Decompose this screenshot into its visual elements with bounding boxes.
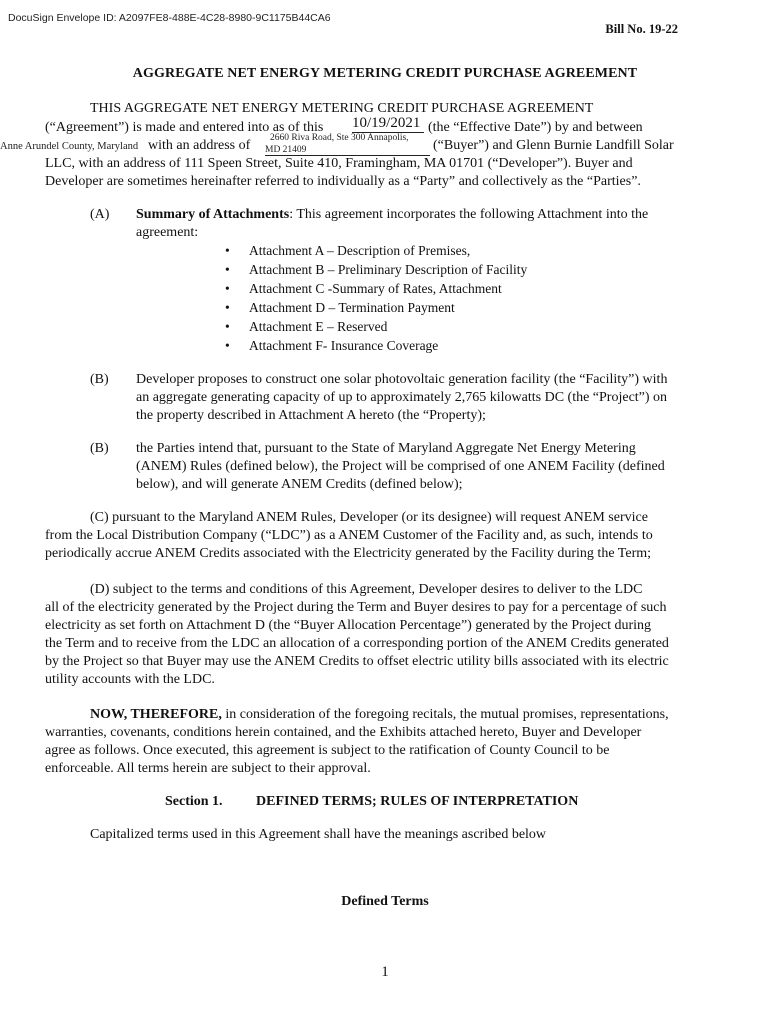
section-b1-line-2: an aggregate generating capacity of up to approximately 2,765 kilowatts DC (the “Project”) on [136,390,668,405]
defined-terms-heading: Defined Terms [341,894,429,909]
section-c-line-1: (C) pursuant to the Maryland ANEM Rules, Developer (or its designee) will request ANEM service [90,510,648,525]
section-c-line-3: periodically accrue ANEM Credits associated with the Electricity generated by the Facility during the Term; [45,546,652,561]
section-b1-label: (B) [90,372,109,387]
agreement-title: AGGREGATE NET ENERGY METERING CREDIT PURCHASE AGREEMENT [132,66,638,81]
attachment-list-item: • Attachment C -Summary of Rates, Attachment [225,281,502,296]
section-a-line-1-rest: : This agreement incorporates the following Attachment into the [289,207,649,222]
page-number: 1 [381,964,389,980]
section-c-line-2: from the Local Distribution Company (“LDC”) as a ANEM Customer of the Facility and, as such, intends to [45,528,653,543]
now-therefore-line-2: warranties, covenants, conditions herein contained, and the Exhibits attached hereto, Buyer and Developer [45,725,642,740]
intro-line-4: LLC, with an address of 111 Speen Street, Suite 410, Framingham, MA 01701 (“Developer”). Buyer and [45,156,633,171]
section-1-heading: DEFINED TERMS; RULES OF INTERPRETATION [256,794,579,809]
attachment-list-item: • Attachment E – Reserved [225,319,388,334]
now-therefore-line-3: agree as follows. Once executed, this agreement is subject to the ratification of County Council to be [45,743,610,758]
section-d-line-6: utility accounts with the LDC. [45,672,215,687]
section-b2-label: (B) [90,441,109,456]
section-b2-line-1: the Parties intend that, pursuant to the State of Maryland Aggregate Net Energy Metering [136,441,636,456]
buyer-name-field: Anne Arundel County, Maryland [0,141,139,152]
section-a-line-2: agreement: [136,225,199,240]
intro-line-3b: (“Buyer”) and Glenn Burnie Landfill Solar [433,138,674,153]
section-b2-line-3: below), and will generate ANEM Credits (defined below); [136,477,463,492]
intro-line-3a: with an address of [148,138,251,153]
section-d-line-4: the Term and to receive from the LDC an allocation of a corresponding portion of the ANEM Credits generated [45,636,669,651]
section-a-line-1 [136,206,648,224]
section-b1-line-1: Developer proposes to construct one solar photovoltaic generation facility (the “Facility”) with [136,372,668,387]
section-d-line-2: all of the electricity generated by the Project during the Term and Buyer desires to pay for a percentage of such [45,600,667,615]
section-1-text: Capitalized terms used in this Agreement shall have the meanings ascribed below [90,827,547,842]
attachment-list-item: • Attachment F- Insurance Coverage [225,338,439,353]
section-d-line-3: electricity as set forth on Attachment D (the “Buyer Allocation Percentage”) generated by the Project during [45,618,652,633]
bill-number: Bill No. 19-22 [605,22,678,36]
docusign-envelope-id: DocuSign Envelope ID: A2097FE8-488E-4C28-8980-9C1175B44CA6 [8,12,331,24]
section-d-line-5: by the Project so that Buyer may use the ANEM Credits to offset electric utility bills associated with its electric [45,654,669,669]
section-d-line-1: (D) subject to the terms and conditions of this Agreement, Developer desires to deliver to the LDC [90,582,643,597]
intro-line-5: Developer are sometimes hereinafter referred to individually as a “Party” and collectively as the “Parties”. [45,174,641,189]
section-b2-line-2: (ANEM) Rules (defined below), the Project will be comprised of one ANEM Facility (defined [136,459,665,474]
attachment-list-item: • Attachment D – Termination Payment [225,300,455,315]
now-therefore-lead: NOW, THEREFORE, [90,707,222,722]
intro-line-2b: (the “Effective Date”) by and between [428,120,643,135]
summary-of-attachments-heading: Summary of Attachments [136,207,290,222]
attachment-list-item: • Attachment B – Preliminary Description of Facility [225,262,528,277]
section-1-label: Section 1. [165,794,223,809]
intro-line-1: THIS AGGREGATE NET ENERGY METERING CREDIT PURCHASE AGREEMENT [90,101,594,116]
attachment-list-item: • Attachment A – Description of Premises, [225,243,471,258]
buyer-address-line-2: MD 21409 [265,145,430,156]
section-a-label: (A) [90,207,110,222]
effective-date-field: 10/19/2021 [352,115,424,133]
now-therefore-line-1: NOW, THEREFORE, in consideration of the foregoing recitals, the mutual promises, representations, [90,707,669,722]
intro-line-2a: (“Agreement”) is made and entered into as of this [45,120,324,135]
section-b1-line-3: the property described in Attachment A hereto (the “Property); [136,408,486,423]
now-therefore-line-4: enforceable. All terms herein are subject to their approval. [45,761,371,776]
buyer-address-line-1: 2660 Riva Road, Ste 300 Annapolis, [270,133,409,143]
